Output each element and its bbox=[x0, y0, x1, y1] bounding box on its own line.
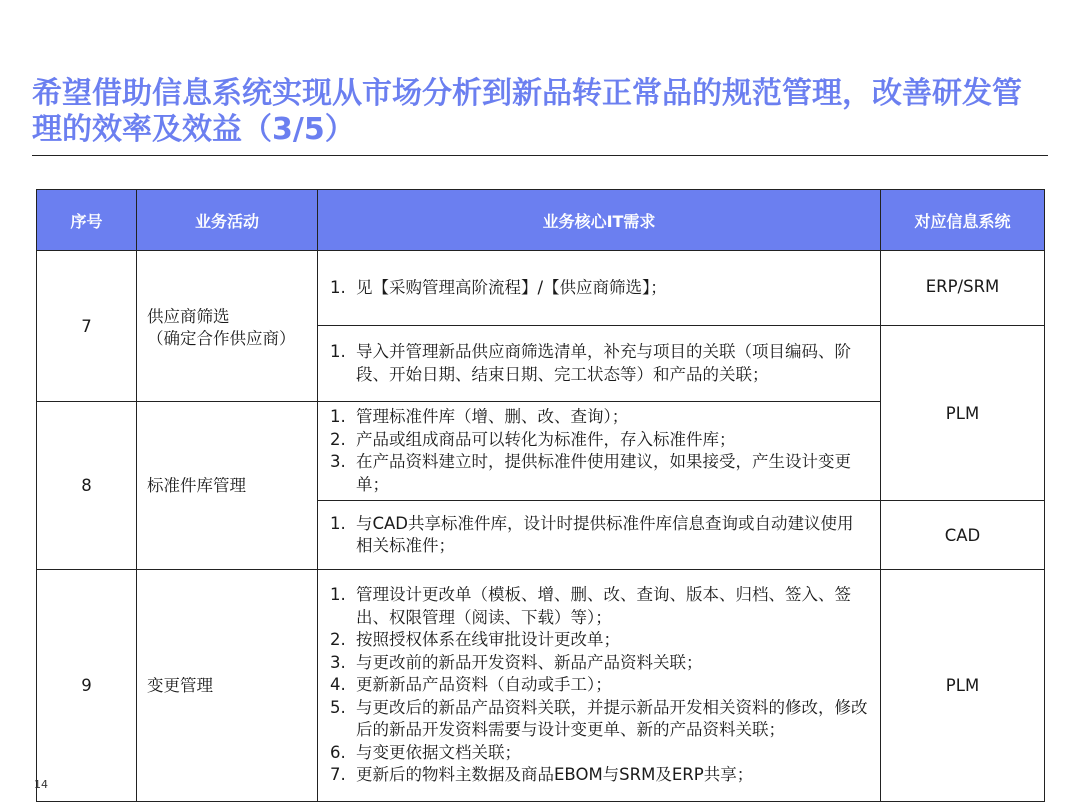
system-label: PLM bbox=[945, 403, 980, 423]
row-activity: 变更管理 bbox=[137, 570, 318, 802]
row-system: PLM bbox=[881, 570, 1045, 802]
row-number: 7 bbox=[37, 251, 137, 402]
list-item: 1. 管理标准件库（增、删、改、查询）； bbox=[330, 407, 629, 426]
row-number: 9 bbox=[37, 570, 137, 802]
list-item: 1. 导入并管理新品供应商筛选清单，补充与项目的关联（项目编码、阶段、开始日期、结束日期、完工状态等）和产品的关联； bbox=[330, 342, 851, 384]
row-activity: 标准件库管理 bbox=[137, 402, 318, 570]
header-activity: 业务活动 bbox=[137, 190, 318, 251]
row-requirements bbox=[318, 326, 881, 402]
list-item: 2. 产品或组成商品可以转化为标准件，存入标准件库； bbox=[330, 429, 736, 449]
header-system: 对应信息系统 bbox=[881, 190, 1045, 251]
requirements-table bbox=[36, 189, 1045, 802]
list-item: 4. 更新新品产品资料（自动或手工）； bbox=[330, 675, 612, 695]
list-item: 2. 按照授权体系在线审批设计更改单； bbox=[330, 630, 620, 650]
row-system bbox=[881, 326, 1045, 501]
system-label: ERP/SRM bbox=[925, 277, 1000, 296]
table-row bbox=[37, 251, 1045, 326]
list-item: 7. 更新后的物料主数据及商品EBOM与SRM及ERP共享； bbox=[330, 765, 754, 785]
row-requirements bbox=[318, 251, 881, 326]
list-item: 6. 与变更依据文档关联； bbox=[330, 742, 521, 762]
list-item: 5. 与更改后的新品产品资料关联，并提示新品开发相关资料的修改，修改后的新品开发资料需要与设计变更单、新的产品资料关联； bbox=[330, 697, 868, 740]
title-divider bbox=[32, 155, 1048, 156]
table-header-row bbox=[37, 190, 1045, 251]
page-number: 14 bbox=[34, 778, 48, 791]
list-item: 3. 在产品资料建立时，提供标准件使用建议，如果接受，产生设计变更单； bbox=[330, 452, 851, 494]
row-number: 8 bbox=[37, 402, 137, 570]
list-item: 3. 与更改前的新品开发资料、新品产品资料关联； bbox=[330, 652, 703, 672]
activity-line: （确定合作供应商） bbox=[147, 329, 296, 348]
header-seq: 序号 bbox=[37, 190, 137, 251]
row-requirements bbox=[318, 402, 881, 501]
row-requirements bbox=[318, 570, 881, 802]
activity-line: 供应商筛选 bbox=[147, 307, 230, 326]
row-system: CAD bbox=[881, 501, 1045, 570]
row-activity bbox=[137, 251, 318, 402]
row-system bbox=[881, 251, 1045, 326]
list-item: 1. 见【采购管理高阶流程】/【供应商筛选】； bbox=[330, 277, 667, 297]
page-title: 希望借助信息系统实现从市场分析到新品转正常品的规范管理，改善研发管理的效率及效益（3/5） bbox=[32, 76, 1022, 147]
row-requirements bbox=[318, 501, 881, 570]
list-item: 1. 管理设计更改单（模板、增、删、改、查询、版本、归档、签入、签出、权限管理（阅读、下载）等）； bbox=[330, 585, 851, 627]
list-item: 1. 与CAD共享标准件库，设计时提供标准件库信息查询或自动建议使用相关标准件； bbox=[330, 513, 854, 555]
table-row bbox=[37, 570, 1045, 802]
header-requirements: 业务核心IT需求 bbox=[318, 190, 881, 251]
